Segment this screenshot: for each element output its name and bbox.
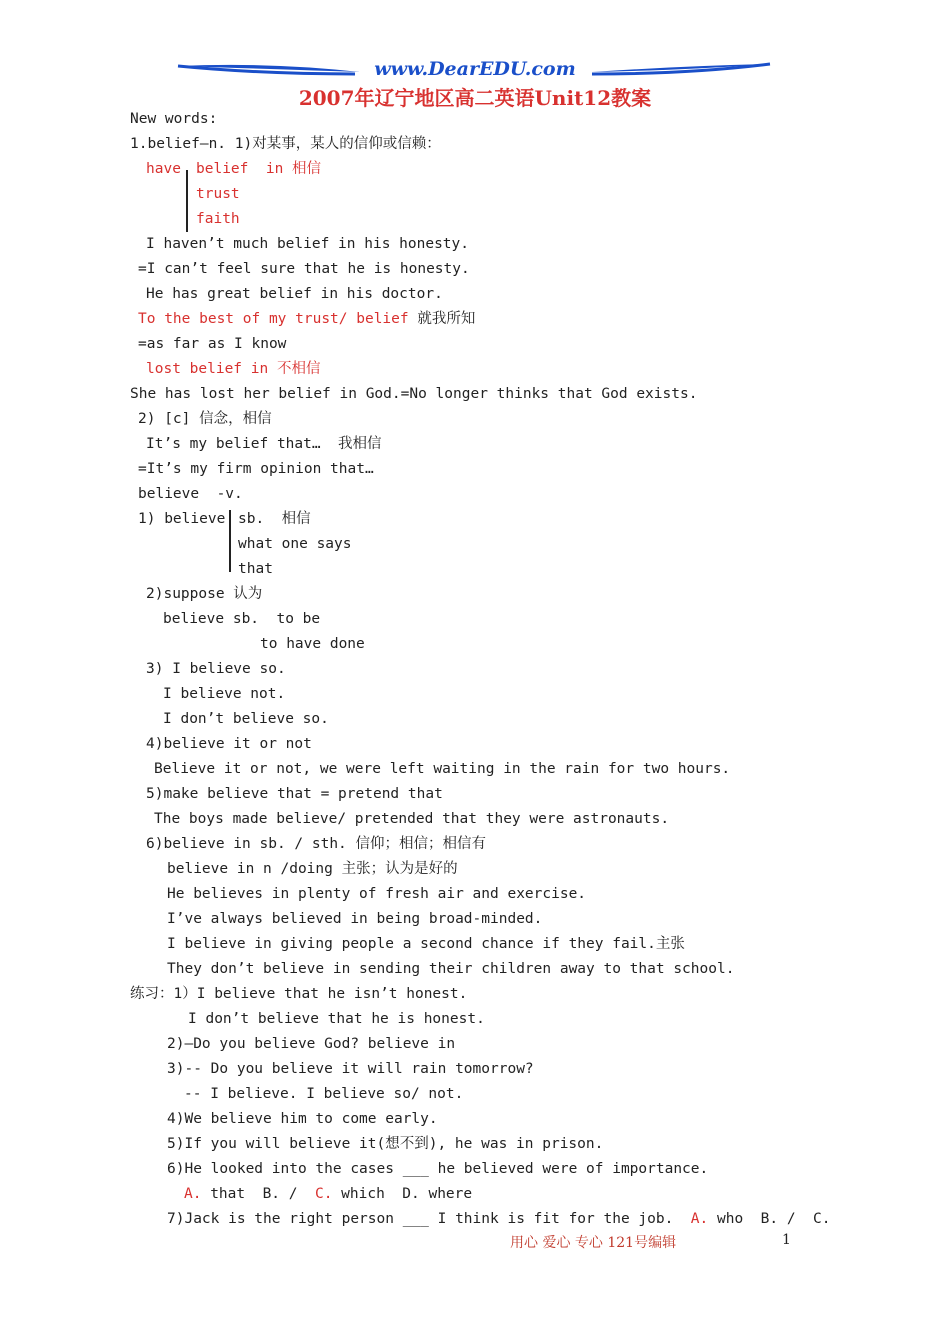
usage-2: 2)suppose 认为 [146, 586, 263, 602]
phrase-faith: faith [196, 211, 240, 227]
example-line: It’s my belief that… 我相信 [146, 436, 382, 452]
bracket-bar [186, 170, 188, 232]
usage-option: what one says [238, 536, 352, 552]
section-heading: New words: [130, 111, 218, 127]
phrase-have: have [146, 161, 181, 177]
phrase-trust: trust [196, 186, 240, 202]
entry-believe: believe -v. [138, 486, 243, 502]
example-line: to have done [260, 636, 365, 652]
exercise-line: 6)He looked into the cases ___ he believed were of importance. [167, 1161, 709, 1177]
usage-1: 1) believe [138, 511, 226, 527]
option-label-a: A. [184, 1186, 202, 1202]
usage-option: that [238, 561, 273, 577]
example-line: I believe in giving people a second chance if they fail.主张 [167, 936, 685, 952]
phrase-to-the-best [138, 310, 475, 328]
page-title: 2007年辽宁地区高二英语Unit12教案 [298, 86, 652, 110]
bracket-bar [229, 510, 231, 572]
example-line: believe in n /doing 主张；认为是好的 [167, 861, 458, 877]
example-line: I don’t believe so. [163, 711, 329, 727]
option-text: which D. where [332, 1186, 473, 1202]
exercise-heading: 练习：1）I believe that he isn’t honest. [130, 986, 468, 1002]
exercise-line [167, 1210, 830, 1228]
phrase-gloss: 就我所知 [408, 311, 476, 327]
example-line: She has lost her belief in God.=No longer thinks that God exists. [130, 386, 698, 402]
usage-3: 3) I believe so. [146, 661, 286, 677]
example-line: =as far as I know [138, 336, 287, 352]
option-text: that B. / [201, 1186, 315, 1202]
sense-2: 2) [c] 信念，相信 [138, 411, 272, 427]
footer-motto: 用心 爱心 专心 121号编辑 [510, 1235, 677, 1251]
exercise-line: -- I believe. I believe so/ not. [184, 1086, 464, 1102]
exercise-line: 4)We believe him to come early. [167, 1111, 438, 1127]
page-number: 1 [782, 1232, 791, 1248]
logo-text: www.DearEDU.com [374, 58, 576, 80]
question-text: 7)Jack is the right person ___ I think is fit for the job. [167, 1211, 691, 1227]
example-line: He believes in plenty of fresh air and exercise. [167, 886, 587, 902]
example-line: I’ve always believed in being broad-minded. [167, 911, 543, 927]
exercise-line: 3)-- Do you believe it will rain tomorrow? [167, 1061, 534, 1077]
phrase-belief-in: belief in 相信 [196, 161, 322, 177]
usage-4: 4)believe it or not [146, 736, 312, 752]
exercise-options [184, 1185, 472, 1203]
example-line: I haven’t much belief in his honesty. [146, 236, 470, 252]
example-line: They don’t believe in sending their children away to that school. [167, 961, 735, 977]
example-line: believe sb. to be [163, 611, 321, 627]
entry-belief: 1.belief—n. 1)对某事，某人的信仰或信赖： [130, 136, 441, 152]
exercise-line: I don’t believe that he is honest. [188, 1011, 485, 1027]
example-line: The boys made believe/ pretended that they were astronauts. [154, 811, 670, 827]
option-label-c: C. [314, 1186, 333, 1202]
example-line: I believe not. [163, 686, 286, 702]
usage-6: 6)believe in sb. / sth. 信仰；相信；相信有 [146, 836, 487, 852]
exercise-line: 5)If you will believe it(想不到), he was in prison. [167, 1136, 604, 1152]
phrase-red: To the best of my trust/ belief [138, 311, 409, 327]
usage-option: sb. 相信 [238, 511, 311, 527]
example-line: Believe it or not, we were left waiting in the rain for two hours. [154, 761, 731, 777]
usage-5: 5)make believe that = pretend that [146, 786, 443, 802]
option-label-a: A. [690, 1211, 709, 1227]
example-line: =It’s my firm opinion that… [138, 461, 374, 477]
example-line: He has great belief in his doctor. [146, 286, 443, 302]
phrase-lost-belief: lost belief in 不相信 [146, 361, 321, 377]
option-text: who B. / C. [708, 1211, 831, 1227]
example-line: =I can’t feel sure that he is honesty. [138, 261, 470, 277]
exercise-line: 2)—Do you believe God? believe in [167, 1036, 456, 1052]
